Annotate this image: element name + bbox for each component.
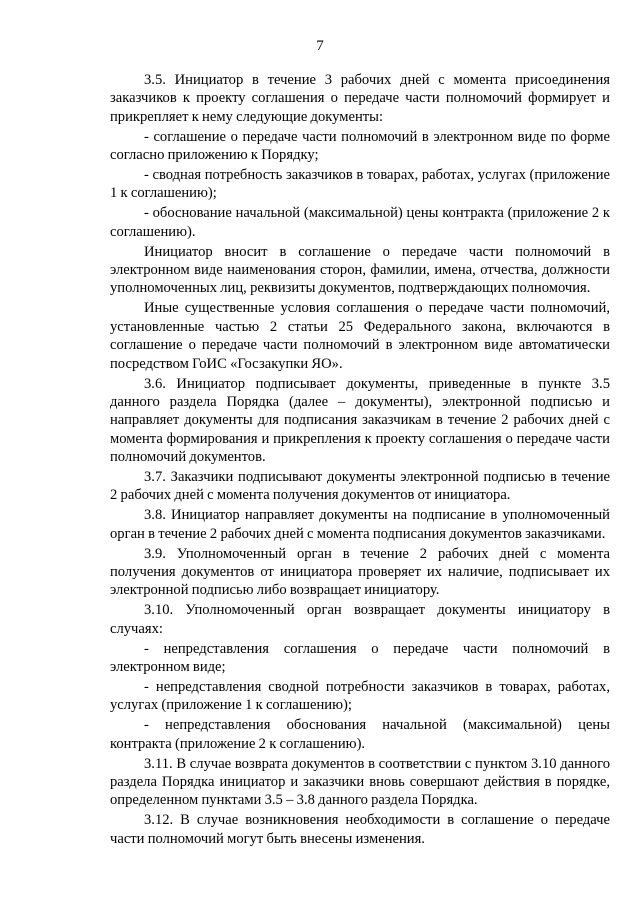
list-item-no-agreement: - непредставления соглашения о передаче части полномочий в электронном виде; [110,640,610,676]
document-body [110,71,610,848]
list-item-agreement: - соглашение о передаче части полномочий в электронном виде по форме согласно приложению к Порядку; [110,128,610,164]
list-item-consolidated-need: - сводная потребность заказчиков в товарах, работах, услугах (приложение 1 к соглашению); [110,167,610,202]
list-item-price-justification: - обоснование начальной (максимальной) цены контракта (приложение 2 к соглашению). [110,205,610,240]
paragraph-3-5: 3.5. Инициатор в течение 3 рабочих дней с момента присоединения заказчиков к проекту соглашения о передаче части полномочий формирует и прикрепляет к нему следующие документы: [110,72,610,125]
paragraph-other-conditions: Иные существенные условия соглашения о передаче части полномочий, установленные частью 2 статьи 25 Федерального закона, включаются в соглашение о передаче части полномочий в электронном виде автоматически посредством ГоИС «Госзакупки ЯО». [110,300,610,372]
paragraph-3-6: 3.6. Инициатор подписывает документы, приведенные в пункте 3.5 данного раздела Порядка (далее – документы), электронной подписью и направляет документы для подписания заказчикам в течение 2 рабочих дней с момента формирования и прикрепления к проекту соглашения о передаче части полномочий документов. [110,375,610,466]
paragraph-3-7: 3.7. Заказчики подписывают документы электронной подписью в течение 2 рабочих дней с момента получения документов от инициатора. [110,469,610,504]
paragraph-3-9: 3.9. Уполномоченный орган в течение 2 рабочих дней с момента получения документов от инициатора проверяет их наличие, подписывает их электронной подписью либо возвращает инициатору. [110,545,610,599]
list-item-no-price-justification: - непредставления обоснования начальной (максимальной) цены контракта (приложение 2 к соглашению). [110,717,610,752]
paragraph-3-8: 3.8. Инициатор направляет документы на подписание в уполномоченный орган в течение 2 рабочих дней с момента подписания документов заказчиками. [110,507,610,542]
paragraph-initiator-fills: Инициатор вносит в соглашение о передаче части полномочий в электронном виде наименования сторон, фамилии, имена, отчества, должности уполномоченных лиц, реквизиты документов, подтверждающих полномочия. [110,243,610,297]
paragraph-3-11: 3.11. В случае возврата документов в соответствии с пунктом 3.10 данного раздела Порядка инициатор и заказчики вновь совершают действия в порядке, определенном пунктами 3.5 – 3.8 данного раздела Порядка. [110,755,610,809]
page-number: 7 [316,38,324,54]
paragraph-3-10: 3.10. Уполномоченный орган возвращает документы инициатору в случаях: [110,602,610,637]
paragraph-3-12: 3.12. В случае возникновения необходимости в соглашение о передаче части полномочий могут быть внесены изменения. [110,812,610,847]
list-item-no-consolidated-need: - непредставления сводной потребности заказчиков в товарах, работах, услугах (приложение 1 к соглашению); [110,679,610,714]
